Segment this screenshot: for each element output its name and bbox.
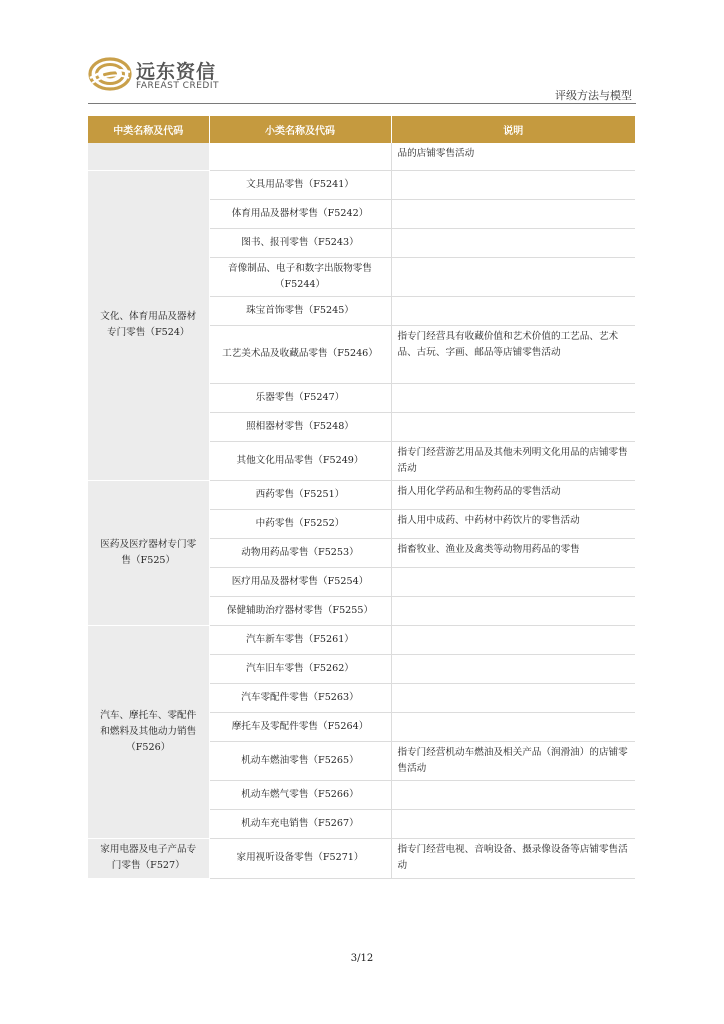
- description-cell: 品的店铺零售活动: [391, 143, 635, 170]
- description-cell: 指专门经营电视、音响设备、摄录像设备等店铺零售活动: [391, 838, 635, 878]
- description-cell: 指专门经营机动车燃油及相关产品（润滑油）的店铺零售活动: [391, 741, 635, 780]
- table-body: [88, 143, 635, 878]
- brand-name-cn: 远东资信: [136, 61, 217, 83]
- description-cell: [391, 170, 635, 199]
- header-divider: [88, 103, 636, 104]
- brand-name-en: FAREAST CREDIT: [136, 81, 219, 91]
- subcategory-cell: 音像制品、电子和数字出版物零售（F5244）: [209, 257, 391, 296]
- category-cell: 家用电器及电子产品专门零售（F527）: [88, 838, 209, 878]
- table-row: [88, 170, 635, 199]
- subcategory-cell: 医疗用品及器材零售（F5254）: [209, 567, 391, 596]
- fareast-credit-logo: [88, 56, 238, 96]
- category-cell: 医药及医疗器材专门零售（F525）: [88, 480, 209, 625]
- description-cell: [391, 383, 635, 412]
- subcategory-cell: 汽车旧车零售（F5262）: [209, 654, 391, 683]
- description-cell: [391, 199, 635, 228]
- category-cell: 文化、体育用品及器材专门零售（F524）: [88, 170, 209, 480]
- subcategory-cell: 珠宝首饰零售（F5245）: [209, 296, 391, 325]
- table-row: [88, 480, 635, 509]
- table-row: [88, 838, 635, 878]
- description-cell: [391, 228, 635, 257]
- subcategory-cell: 动物用药品零售（F5253）: [209, 538, 391, 567]
- description-cell: 指人用化学药品和生物药品的零售活动: [391, 480, 635, 509]
- subcategory-cell: 西药零售（F5251）: [209, 480, 391, 509]
- description-cell: 指畜牧业、渔业及禽类等动物用药品的零售: [391, 538, 635, 567]
- page-number: 3/12: [350, 953, 374, 964]
- description-cell: 指人用中成药、中药材中药饮片的零售活动: [391, 509, 635, 538]
- column-header-category: 中类名称及代码: [88, 116, 209, 143]
- description-cell: [391, 567, 635, 596]
- description-cell: [391, 596, 635, 625]
- table-row: [88, 625, 635, 654]
- column-header-description: 说明: [391, 116, 635, 143]
- subcategory-cell: 家用视听设备零售（F5271）: [209, 838, 391, 878]
- table-header-row: [88, 116, 635, 143]
- description-cell: [391, 412, 635, 441]
- category-cell: [88, 143, 209, 170]
- subcategory-cell: 摩托车及零配件零售（F5264）: [209, 712, 391, 741]
- description-cell: 指专门经营具有收藏价值和艺术价值的工艺品、艺术品、古玩、字画、邮品等店铺零售活动: [391, 325, 635, 383]
- description-cell: [391, 780, 635, 809]
- subcategory-cell: 保健辅助治疗器材零售（F5255）: [209, 596, 391, 625]
- subcategory-cell: 汽车新车零售（F5261）: [209, 625, 391, 654]
- description-cell: [391, 712, 635, 741]
- column-header-subcategory: 小类名称及代码: [209, 116, 391, 143]
- category-cell: 汽车、摩托车、零配件和燃料及其他动力销售（F526）: [88, 625, 209, 838]
- industry-classification-table: [88, 116, 635, 879]
- description-cell: [391, 625, 635, 654]
- description-cell: [391, 257, 635, 296]
- subcategory-cell: 中药零售（F5252）: [209, 509, 391, 538]
- description-cell: [391, 296, 635, 325]
- subcategory-cell: 文具用品零售（F5241）: [209, 170, 391, 199]
- subcategory-cell: 图书、报刊零售（F5243）: [209, 228, 391, 257]
- subcategory-cell: 照相器材零售（F5248）: [209, 412, 391, 441]
- subcategory-cell: 体育用品及器材零售（F5242）: [209, 199, 391, 228]
- subcategory-cell: 机动车充电销售（F5267）: [209, 809, 391, 838]
- description-cell: [391, 654, 635, 683]
- section-title: 评级方法与模型: [555, 89, 632, 102]
- subcategory-cell: 其他文化用品零售（F5249）: [209, 441, 391, 480]
- subcategory-cell: 工艺美术品及收藏品零售（F5246）: [209, 325, 391, 383]
- subcategory-cell: 汽车零配件零售（F5263）: [209, 683, 391, 712]
- description-cell: 指专门经营游艺用品及其他未列明文化用品的店铺零售活动: [391, 441, 635, 480]
- description-cell: [391, 809, 635, 838]
- fareast-swirl-logo-icon: [88, 56, 132, 92]
- subcategory-cell: [209, 143, 391, 170]
- table-row: [88, 143, 635, 170]
- subcategory-cell: 乐器零售（F5247）: [209, 383, 391, 412]
- subcategory-cell: 机动车燃油零售（F5265）: [209, 741, 391, 780]
- subcategory-cell: 机动车燃气零售（F5266）: [209, 780, 391, 809]
- description-cell: [391, 683, 635, 712]
